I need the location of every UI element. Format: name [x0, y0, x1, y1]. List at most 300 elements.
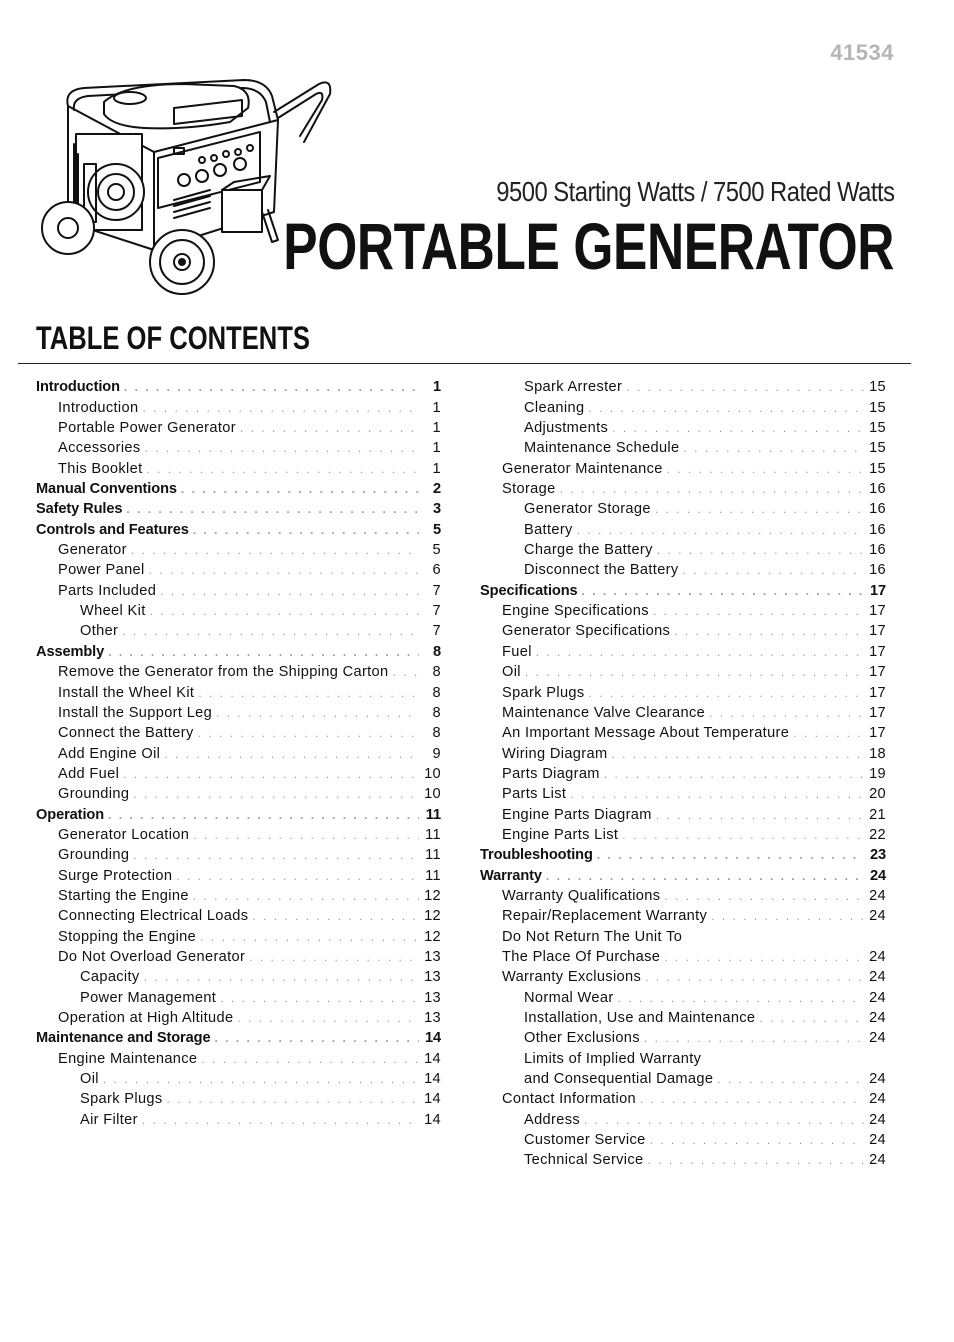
toc-entry: [36, 620, 441, 640]
toc-entry-page: 24: [869, 1152, 886, 1169]
dot-leader: [664, 887, 864, 905]
toc-entry: [36, 783, 441, 803]
toc-entry-page: 16: [869, 481, 886, 498]
toc-entry-label: Parts List: [502, 786, 567, 803]
toc-entry-page: 17: [869, 704, 886, 721]
toc-entry: [480, 702, 886, 722]
toc-entry-label: Contact Information: [502, 1091, 637, 1108]
toc-entry-page: 11: [425, 867, 441, 884]
dot-leader: [249, 948, 419, 966]
toc-entry-label: Accessories: [58, 440, 141, 457]
dot-leader: [133, 785, 419, 803]
toc-entry-page: 12: [424, 908, 441, 925]
toc-entry-page: 9: [432, 745, 441, 762]
dot-leader: [577, 521, 864, 539]
toc-entry-label: Generator: [58, 542, 127, 559]
dot-leader: [149, 561, 419, 579]
toc-entry: [36, 925, 441, 945]
toc-entry-page: 7: [432, 582, 441, 599]
dot-leader: [683, 439, 864, 457]
toc-entry-label: Specifications: [480, 582, 578, 599]
toc-right-column: [480, 376, 886, 1169]
dot-leader: [220, 989, 419, 1007]
toc-entry-label: Generator Storage: [524, 501, 651, 518]
toc-entry-page: 17: [869, 603, 886, 620]
toc-entry: [36, 1027, 441, 1047]
toc-entry-label: and Consequential Damage: [524, 1071, 714, 1088]
toc-entry: [36, 844, 441, 864]
dot-leader: [653, 602, 864, 620]
dot-leader: [150, 602, 419, 620]
toc-entry-page: 24: [869, 908, 886, 925]
toc-entry: [36, 437, 441, 457]
toc-entry-label: Fuel: [502, 643, 532, 660]
dot-leader: [589, 684, 864, 702]
toc-entry-page: 15: [869, 399, 886, 416]
dot-leader: [604, 765, 864, 783]
dot-leader: [644, 1029, 864, 1047]
dot-leader: [626, 378, 864, 396]
dot-leader: [123, 765, 419, 783]
dot-leader: [215, 1029, 420, 1047]
toc-entry-label: Spark Plugs: [502, 684, 585, 701]
dot-leader: [124, 378, 419, 396]
dot-leader: [122, 622, 419, 640]
toc-entry-label: Storage: [502, 481, 556, 498]
toc-entry-page: 7: [432, 603, 441, 620]
toc-entry: [480, 559, 886, 579]
toc-entry-label: Grounding: [58, 786, 130, 803]
toc-entry-page: 11: [425, 826, 441, 843]
toc-entry: [480, 1047, 886, 1067]
toc-entry-label: Safety Rules: [36, 501, 123, 518]
toc-entry-page: 13: [424, 1010, 441, 1026]
toc-entry: [480, 864, 886, 884]
toc-entry-label: Other: [80, 623, 119, 640]
toc-entry: [480, 437, 886, 457]
toc-entry: [36, 1068, 441, 1088]
toc-entry-label: Remove the Generator from the Shipping Carton: [58, 664, 389, 681]
dot-leader: [145, 439, 419, 457]
toc-entry-page: 1: [432, 420, 441, 437]
toc-entry-label: Power Panel: [58, 562, 145, 579]
toc-entry-page: 24: [869, 969, 886, 986]
dot-leader: [709, 704, 864, 722]
dot-leader: [525, 663, 864, 681]
toc-entry-page: 14: [424, 1091, 441, 1108]
toc-entry-page: 17: [869, 684, 886, 701]
dot-leader: [570, 785, 864, 803]
dot-leader: [793, 724, 864, 742]
toc-entry: [480, 824, 886, 844]
dot-leader: [611, 745, 864, 763]
dot-leader: [193, 521, 419, 539]
toc-entry-label: Customer Service: [524, 1132, 646, 1149]
dot-leader: [181, 480, 419, 498]
toc-entry-label: Other Exclusions: [524, 1030, 640, 1047]
toc-entry-page: 17: [869, 725, 886, 742]
toc-entry-label: Generator Specifications: [502, 623, 671, 640]
toc-entry: [36, 885, 441, 905]
dot-leader: [664, 948, 864, 966]
toc-entry: [480, 539, 886, 559]
dot-leader: [612, 419, 864, 437]
toc-entry-page: 8: [432, 664, 441, 681]
toc-entry-label: Adjustments: [524, 420, 609, 437]
toc-entry-page: 15: [869, 440, 886, 457]
toc-entry-label: Engine Specifications: [502, 603, 649, 620]
dot-leader: [201, 1050, 419, 1068]
dot-leader: [160, 582, 419, 600]
toc-entry-page: 20: [869, 786, 886, 803]
toc-entry: [480, 1149, 886, 1169]
toc-entry-label: Assembly: [36, 643, 105, 660]
toc-entry-label: Warranty: [480, 867, 542, 884]
toc-entry-label: Maintenance Valve Clearance: [502, 704, 706, 721]
toc-entry: [36, 559, 441, 579]
toc-entry: [36, 640, 441, 660]
toc-entry-label: Do Not Overload Generator: [58, 948, 246, 965]
toc-entry: [480, 925, 886, 945]
toc-entry-label: Repair/Replacement Warranty: [502, 908, 708, 925]
toc-entry-label: This Booklet: [58, 460, 143, 477]
toc-entry: [480, 376, 886, 396]
toc-entry-page: 6: [432, 562, 441, 579]
dot-leader: [674, 622, 864, 640]
dot-leader: [656, 806, 864, 824]
dot-leader: [650, 1131, 864, 1149]
toc-entry-label: Limits of Implied Warranty: [524, 1050, 702, 1067]
toc-entry-page: 15: [869, 379, 886, 396]
toc-entry: [480, 905, 886, 925]
toc-entry-page: 24: [869, 887, 886, 904]
dot-leader: [200, 928, 419, 946]
dot-leader: [147, 460, 419, 478]
toc-entry-page: 19: [869, 765, 886, 782]
dot-leader: [759, 1009, 864, 1027]
toc-entry-page: 1: [432, 440, 441, 457]
toc-entry-label: Maintenance and Storage: [36, 1030, 211, 1047]
toc-entry: [480, 844, 886, 864]
toc-entry: [36, 681, 441, 701]
toc-entry: [480, 620, 886, 640]
toc-entry-page: 11: [425, 806, 441, 823]
dot-leader: [657, 541, 864, 559]
toc-entry-label: Manual Conventions: [36, 481, 177, 498]
toc-entry-page: 8: [432, 684, 441, 701]
dot-leader: [717, 1070, 864, 1088]
toc-entry: [480, 457, 886, 477]
dot-leader: [582, 582, 864, 600]
dot-leader: [144, 968, 419, 986]
divider: [18, 363, 911, 364]
toc-entry-label: Add Engine Oil: [58, 745, 161, 762]
toc-entry-label: Wiring Diagram: [502, 745, 608, 762]
dot-leader: [216, 704, 419, 722]
toc-entry: [480, 1027, 886, 1047]
toc-entry: [36, 864, 441, 884]
toc-entry-page: 14: [424, 1030, 441, 1047]
document-number: 41534: [830, 40, 894, 65]
toc-entry-label: Install the Wheel Kit: [58, 684, 195, 701]
dot-leader: [108, 643, 419, 661]
toc-entry-label: Warranty Exclusions: [502, 969, 642, 986]
dot-leader: [193, 826, 419, 844]
toc-entry: [36, 946, 441, 966]
dot-leader: [167, 1090, 419, 1108]
toc-entry-page: 14: [424, 1111, 441, 1128]
toc-entry-page: 1: [432, 379, 441, 396]
toc-entry-label: Surge Protection: [58, 867, 173, 884]
toc-heading: TABLE OF CONTENTS: [36, 320, 310, 356]
toc-entry-label: Installation, Use and Maintenance: [524, 1010, 756, 1026]
toc-entry: [36, 702, 441, 722]
toc-entry: [36, 803, 441, 823]
toc-entry-label: Parts Diagram: [502, 765, 600, 782]
toc-entry-label: Power Management: [80, 989, 217, 1006]
dot-leader: [618, 989, 864, 1007]
toc-entry-page: 10: [424, 786, 441, 803]
dot-leader: [393, 663, 420, 681]
toc-entry: [36, 417, 441, 437]
toc-entry: [480, 661, 886, 681]
dot-leader: [648, 1151, 864, 1169]
toc-entry: [480, 966, 886, 986]
toc-entry-label: Spark Arrester: [524, 379, 623, 396]
toc-entry-page: 5: [432, 542, 441, 559]
toc-entry: [36, 498, 441, 518]
toc-entry-page: 17: [869, 643, 886, 660]
toc-entry-label: Maintenance Schedule: [524, 440, 680, 457]
toc-entry: [480, 783, 886, 803]
toc-entry-page: 1: [432, 460, 441, 477]
toc-entry: [480, 885, 886, 905]
toc-entry-label: Stopping the Engine: [58, 928, 197, 945]
toc-entry: [36, 905, 441, 925]
toc-entry-page: 24: [869, 1111, 886, 1128]
toc-entry: [480, 946, 886, 966]
toc-entry-label: Address: [524, 1111, 580, 1128]
toc-entry: [480, 1129, 886, 1149]
toc-entry-label: Oil: [80, 1071, 99, 1088]
toc-entry: [36, 518, 441, 538]
toc-entry: [480, 763, 886, 783]
toc-entry-label: An Important Message About Temperature: [502, 725, 790, 742]
toc-entry: [36, 722, 441, 742]
dot-leader: [588, 399, 864, 417]
dot-leader: [640, 1090, 864, 1108]
toc-entry-label: Disconnect the Battery: [524, 562, 679, 579]
toc-entry: [36, 600, 441, 620]
toc-entry-page: 24: [869, 989, 886, 1006]
toc-entry-label: Operation: [36, 806, 105, 823]
toc-entry: [480, 986, 886, 1006]
toc-entry: [480, 417, 886, 437]
toc-entry: [480, 600, 886, 620]
toc-entry: [36, 824, 441, 844]
toc-entry: [480, 1108, 886, 1128]
toc-entry-page: 24: [869, 1010, 886, 1026]
dot-leader: [560, 480, 864, 498]
dot-leader: [645, 968, 864, 986]
dot-leader: [655, 500, 864, 518]
toc-entry-page: 15: [869, 420, 886, 437]
dot-leader: [237, 1009, 419, 1027]
toc-entry-label: Cleaning: [524, 399, 585, 416]
toc-entry-page: 12: [424, 887, 441, 904]
toc-entry-label: Spark Plugs: [80, 1091, 163, 1108]
toc-entry-page: 24: [869, 1091, 886, 1108]
dot-leader: [108, 806, 419, 824]
toc-entry-label: Warranty Qualifications: [502, 887, 661, 904]
toc-entry: [480, 722, 886, 742]
dot-leader: [667, 460, 864, 478]
toc-entry: [480, 498, 886, 518]
dot-leader: [711, 907, 864, 925]
toc-entry-page: 1: [432, 399, 441, 416]
toc-entry-page: 24: [869, 867, 886, 884]
toc-entry-page: 13: [424, 948, 441, 965]
toc-entry: [36, 1047, 441, 1067]
toc-entry: [36, 478, 441, 498]
toc-entry-page: 14: [424, 1071, 441, 1088]
toc-entry-label: Portable Power Generator: [58, 420, 236, 437]
toc-entry-page: 24: [869, 1132, 886, 1149]
toc-entry-page: 17: [869, 623, 886, 640]
toc-entry-page: 5: [432, 521, 441, 538]
dot-leader: [126, 500, 419, 518]
toc-entry-label: Add Fuel: [58, 765, 120, 782]
dot-leader: [536, 643, 864, 661]
toc-entry: [36, 1007, 441, 1027]
dot-leader: [103, 1070, 419, 1088]
toc-entry-page: 2: [432, 481, 441, 498]
dot-leader: [683, 561, 864, 579]
toc-entry-label: Engine Parts List: [502, 826, 619, 843]
toc-entry: [480, 742, 886, 762]
toc-entry: [480, 518, 886, 538]
toc-entry-label: Generator Location: [58, 826, 190, 843]
toc-entry-page: 12: [424, 928, 441, 945]
toc-entry: [480, 803, 886, 823]
toc-entry-page: 22: [869, 826, 886, 843]
toc-entry-label: Air Filter: [80, 1111, 138, 1128]
toc-entry: [36, 396, 441, 416]
toc-entry: [480, 1068, 886, 1088]
toc-entry: [36, 966, 441, 986]
toc-entry: [36, 1088, 441, 1108]
toc-entry-page: 16: [869, 501, 886, 518]
toc-entry: [480, 396, 886, 416]
toc-entry-page: 15: [869, 460, 886, 477]
toc-entry-label: Starting the Engine: [58, 887, 189, 904]
dot-leader: [176, 867, 419, 885]
dot-leader: [133, 846, 419, 864]
dot-leader: [131, 541, 419, 559]
toc-entry: [480, 1007, 886, 1027]
dot-leader: [198, 724, 419, 742]
toc-entry-label: Troubleshooting: [480, 847, 593, 864]
toc-entry: [36, 376, 441, 396]
toc-entry-page: 8: [432, 643, 441, 660]
toc-entry-page: 8: [432, 704, 441, 721]
toc-entry-page: 24: [869, 1030, 886, 1047]
toc-entry-page: 24: [869, 1071, 886, 1088]
toc-entry-page: 10: [424, 765, 441, 782]
dot-leader: [252, 907, 419, 925]
toc-entry: [36, 661, 441, 681]
toc-entry-page: 7: [432, 623, 441, 640]
toc-entry: [480, 579, 886, 599]
toc-entry-label: Wheel Kit: [80, 603, 146, 620]
toc-entry-label: Controls and Features: [36, 521, 189, 538]
toc-entry: [36, 742, 441, 762]
dot-leader: [198, 684, 419, 702]
dot-leader: [622, 826, 864, 844]
toc-entry-page: 18: [869, 745, 886, 762]
subtitle: 9500 Starting Watts / 7500 Rated Watts: [495, 176, 894, 207]
toc-entry-page: 11: [425, 847, 441, 864]
dot-leader: [584, 1111, 864, 1129]
toc-entry-page: 17: [869, 664, 886, 681]
toc-entry-page: 13: [424, 969, 441, 986]
toc-entry-label: Oil: [502, 664, 521, 681]
toc-entry-page: 21: [869, 806, 886, 823]
toc-entry-page: 14: [424, 1050, 441, 1067]
toc-entry-label: Operation at High Altitude: [58, 1010, 234, 1026]
dot-leader: [546, 867, 864, 885]
toc-entry: [36, 986, 441, 1006]
dot-leader: [164, 745, 419, 763]
toc-entry: [480, 640, 886, 660]
toc-entry-label: Capacity: [80, 969, 140, 986]
toc-entry: [36, 763, 441, 783]
toc-entry-page: 16: [869, 562, 886, 579]
toc-entry-label: The Place Of Purchase: [502, 948, 661, 965]
toc-entry-label: Install the Support Leg: [58, 704, 213, 721]
toc-entry-page: 16: [869, 521, 886, 538]
dot-leader: [597, 846, 864, 864]
toc-entry-page: 3: [432, 501, 441, 518]
toc-entry-label: Generator Maintenance: [502, 460, 663, 477]
toc-entry-page: 13: [424, 989, 441, 1006]
toc-entry-label: Engine Parts Diagram: [502, 806, 652, 823]
toc-entry-page: 17: [869, 582, 886, 599]
toc-entry: [480, 681, 886, 701]
toc-entry-label: Engine Maintenance: [58, 1050, 198, 1067]
dot-leader: [142, 1111, 419, 1129]
toc-entry: [480, 478, 886, 498]
toc-entry-label: Connecting Electrical Loads: [58, 908, 249, 925]
toc-entry-label: Do Not Return The Unit To: [502, 928, 683, 945]
toc-entry-label: Charge the Battery: [524, 542, 653, 559]
toc-entry-label: Battery: [524, 521, 573, 538]
toc-entry-label: Technical Service: [524, 1152, 644, 1169]
toc-entry-label: Introduction: [36, 379, 120, 396]
dot-leader: [142, 399, 419, 417]
toc-entry: [480, 1088, 886, 1108]
toc-entry: [36, 1108, 441, 1128]
toc-entry-label: Normal Wear: [524, 989, 614, 1006]
toc-left-column: [36, 376, 441, 1129]
toc-entry-label: Connect the Battery: [58, 725, 194, 742]
toc-entry: [36, 539, 441, 559]
toc-entry-page: 24: [869, 948, 886, 965]
dot-leader: [240, 419, 419, 437]
page-title: PORTABLE GENERATOR: [283, 209, 894, 283]
toc-entry-page: 23: [869, 847, 886, 864]
toc-entry-label: Introduction: [58, 399, 139, 416]
